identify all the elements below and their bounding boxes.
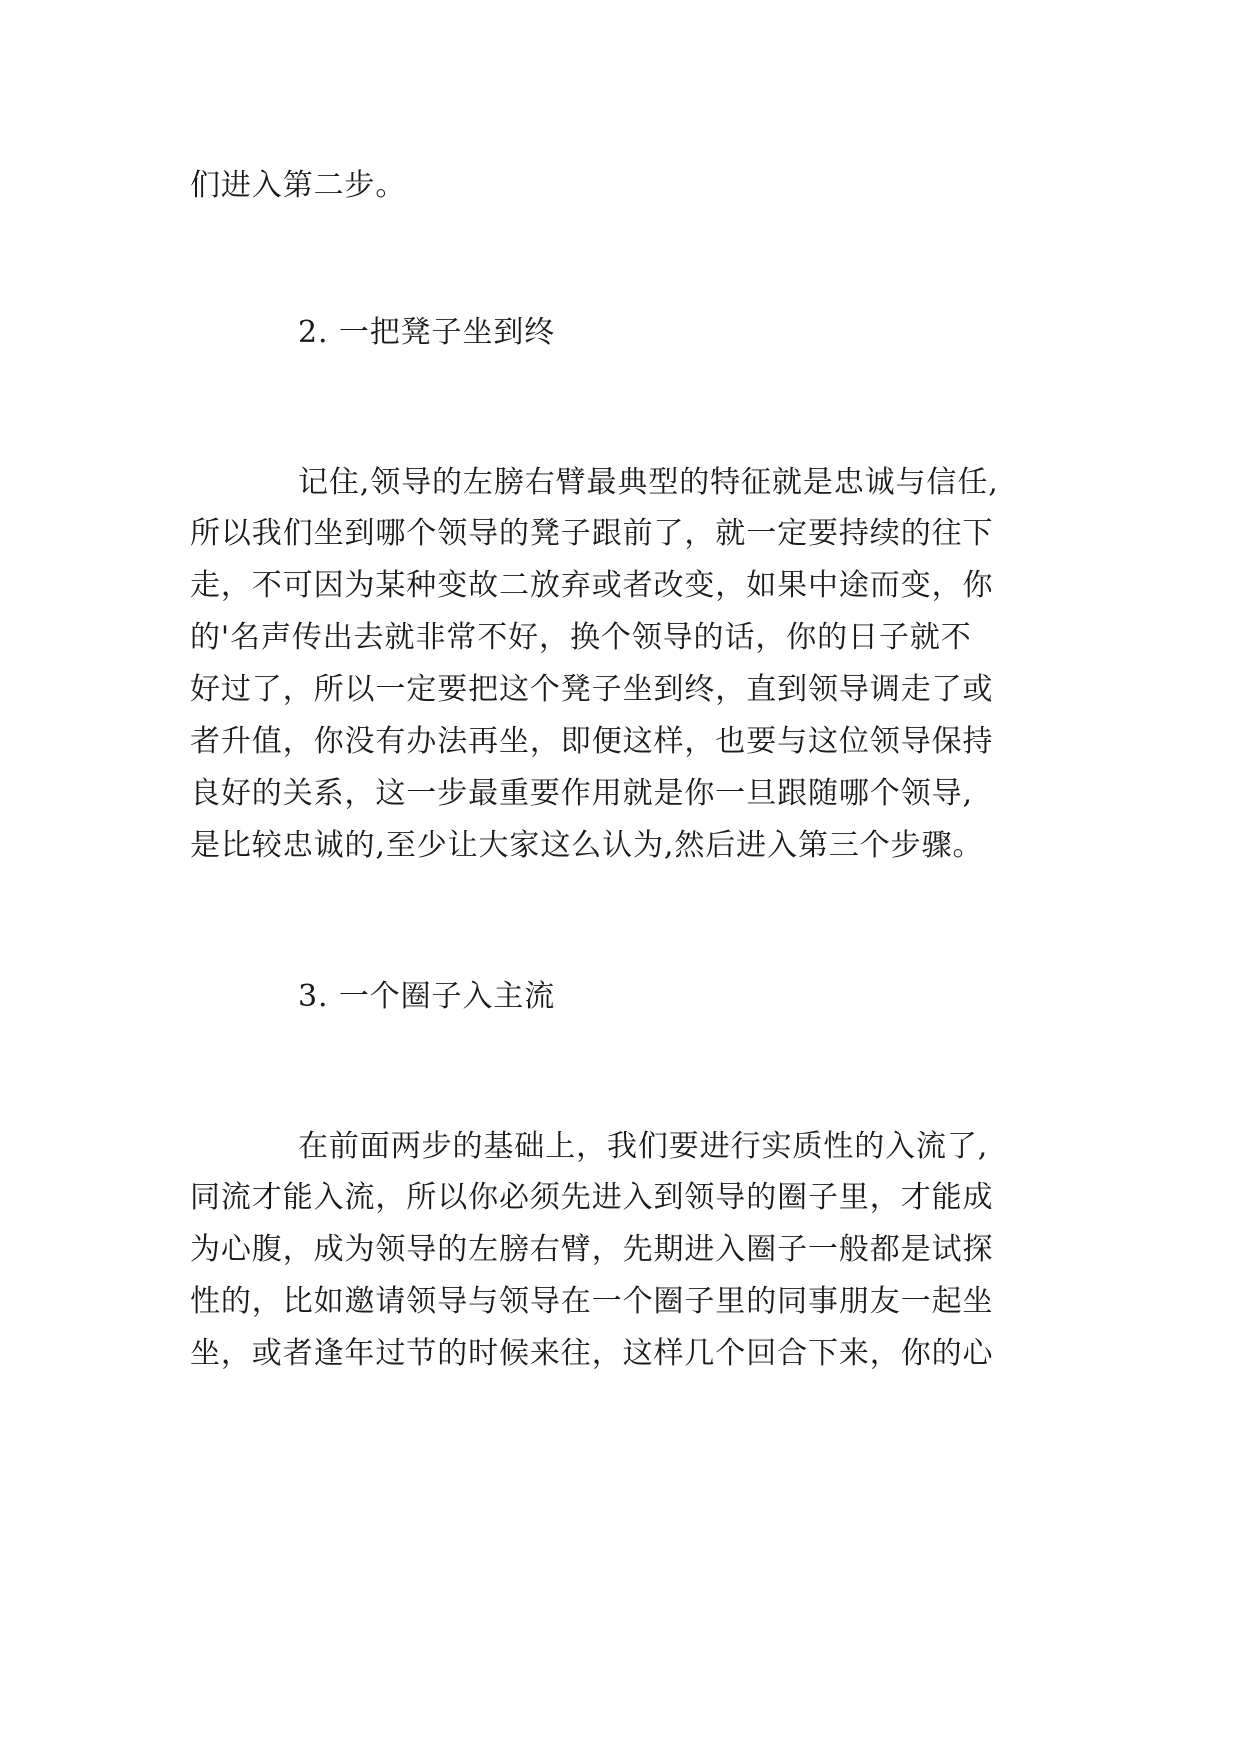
section-heading-3: 3. 一个圈子入主流 <box>298 979 556 1014</box>
paragraph-line: 坐，或者逢年过节的时候来往，这样几个回合下来，你的心 <box>190 1336 994 1371</box>
paragraph-line: 在前面两步的基础上，我们要进行实质性的入流了, <box>298 1129 989 1164</box>
paragraph-line: 们进入第二步。 <box>190 168 407 203</box>
paragraph-line: 走，不可因为某种变故二放弃或者改变，如果中途而变，你 <box>190 568 994 603</box>
paragraph-line: 所以我们坐到哪个领导的凳子跟前了，就一定要持续的往下 <box>190 516 994 551</box>
paragraph-line: 同流才能入流，所以你必须先进入到领导的圈子里，才能成 <box>190 1180 994 1215</box>
paragraph-line: 的'名声传出去就非常不好，换个领导的话，你的日子就不 <box>190 620 972 655</box>
paragraph-line: 为心腹，成为领导的左膀右臂，先期进入圈子一般都是试探 <box>190 1232 994 1267</box>
paragraph-line: 良好的关系，这一步最重要作用就是你一旦跟随哪个领导, <box>190 776 973 811</box>
paragraph-line: 是比较忠诚的,至少让大家这么认为,然后进入第三个步骤。 <box>190 828 984 863</box>
section-heading-2: 2. 一把凳子坐到终 <box>298 315 556 350</box>
paragraph-line: 记住,领导的左膀右臂最典型的特征就是忠诚与信任, <box>298 465 999 500</box>
paragraph-line: 好过了，所以一定要把这个凳子坐到终，直到领导调走了或 <box>190 672 994 707</box>
paragraph-line: 者升值，你没有办法再坐，即便这样，也要与这位领导保持 <box>190 724 994 759</box>
paragraph-line: 性的，比如邀请领导与领导在一个圈子里的同事朋友一起坐 <box>190 1284 994 1319</box>
